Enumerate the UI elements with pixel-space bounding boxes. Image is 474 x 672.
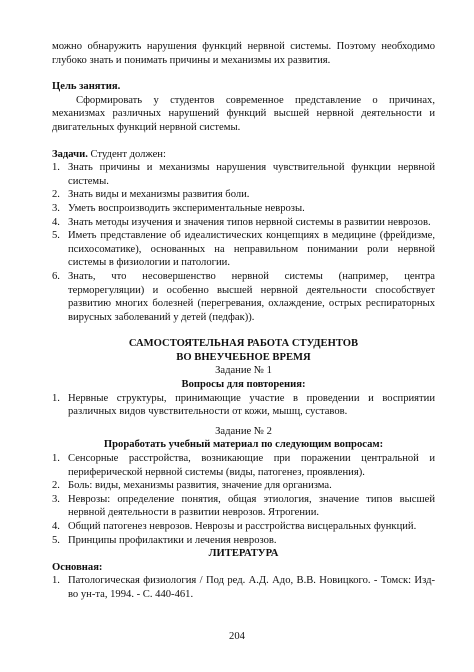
item-text: Знать, что несовершенство нервной системы (например, центра терморегуляции) и особенно высшей нервной деятельности способствует развитию многих болезней (перегревания, охлаждение, острых респираторных вирусных заболеваний у детей (педфак)).	[68, 270, 435, 323]
item-text: Общий патогенез неврозов. Неврозы и расстройства висцеральных функций.	[68, 521, 417, 532]
page-number: 204	[229, 631, 245, 642]
tasks-list	[52, 161, 435, 324]
item-number: 1.	[52, 162, 60, 174]
self-work-title-line1: САМОСТОЯТЕЛЬНАЯ РАБОТА СТУДЕНТОВ	[128, 338, 359, 350]
list-item	[52, 479, 435, 493]
item-number: 4.	[52, 521, 60, 532]
list-item	[52, 452, 435, 479]
item-number: 4.	[52, 216, 60, 228]
list-item	[52, 520, 435, 534]
literature-main-label: Основная:	[52, 561, 103, 573]
list-item	[52, 270, 435, 324]
item-number: 5.	[52, 534, 60, 546]
task2-subheading: Проработать учебный материал по следующим вопросам:	[103, 439, 384, 451]
goal-heading: Цель занятия.	[52, 81, 121, 93]
task1-subheading: Вопросы для повторения:	[181, 379, 306, 391]
item-number: 1.	[52, 453, 60, 465]
task2-label: Задание № 2	[215, 425, 272, 437]
intro-paragraph: можно обнаружить нарушения функций нервной системы. Поэтому необходимо глубоко знать и понимать причины и механизмы их развития.	[52, 41, 435, 66]
list-item	[52, 574, 435, 601]
task1-list	[52, 392, 435, 419]
item-text: Уметь воспроизводить экспериментальные неврозы.	[68, 202, 305, 214]
item-number: 3.	[52, 202, 60, 214]
item-number: 6.	[52, 270, 60, 282]
literature-list	[52, 574, 435, 601]
page-content	[52, 40, 435, 602]
list-item	[52, 229, 435, 270]
list-item	[52, 216, 435, 230]
tasks-intro	[52, 148, 435, 162]
tasks-lead: Студент должен:	[87, 148, 166, 160]
task1-label: Задание № 1	[215, 365, 272, 377]
item-text: Иметь представление об идеалистических концепциях в медицине (фрейдизме, психосоматике), основанных на неправильном понимании роли нервной системы в физиологии и патологии.	[68, 230, 435, 269]
literature-heading: ЛИТЕРАТУРА	[208, 548, 279, 560]
item-text: Сенсорные расстройства, возникающие при поражении центральной и периферической нервной системы (виды, патогенез, проявления).	[68, 453, 435, 478]
item-text: Знать виды и механизмы развития боли.	[68, 189, 250, 201]
list-item	[52, 202, 435, 216]
item-number: 1.	[52, 575, 60, 587]
tasks-heading: Задачи.	[52, 148, 88, 160]
item-text: Принципы профилактики и лечения неврозов.	[68, 534, 277, 546]
list-item	[52, 493, 435, 520]
item-text: Патологическая физиология / Под ред. А.Д. Адо, В.В. Новицкого. - Томск: Изд-во ун-та, 1994. - С. 440-461.	[68, 575, 435, 600]
list-item	[52, 188, 435, 202]
item-number: 2.	[52, 480, 60, 492]
goal-text: Сформировать у студентов современное представление о причинах, механизмах различных нарушений функций высшей нервной деятельности и двигательных функций нервной системы.	[52, 94, 435, 133]
item-text: Нервные структуры, принимающие участие в проведении и восприятии различных видов чувствительности от кожи, мышц, суставов.	[68, 392, 435, 418]
item-text: Боль: виды, механизмы развития, значение для организма.	[68, 480, 332, 492]
item-number: 1.	[52, 392, 60, 404]
list-item	[52, 534, 435, 548]
task2-list	[52, 452, 435, 547]
item-number: 2.	[52, 189, 60, 201]
item-number: 5.	[52, 230, 60, 242]
list-item	[52, 392, 435, 419]
list-item	[52, 161, 435, 188]
self-work-title-line2: ВО ВНЕУЧЕБНОЕ ВРЕМЯ	[176, 351, 311, 363]
item-text: Неврозы: определение понятия, общая этиология, значение типов высшей нервной деятельности в развитии неврозов. Ятрогении.	[68, 493, 435, 519]
item-text: Знать методы изучения и значения типов нервной системы в развитии неврозов.	[68, 216, 431, 228]
item-number: 3.	[52, 493, 60, 505]
item-text: Знать причины и механизмы нарушения чувствительной функции нервной системы.	[68, 162, 435, 187]
